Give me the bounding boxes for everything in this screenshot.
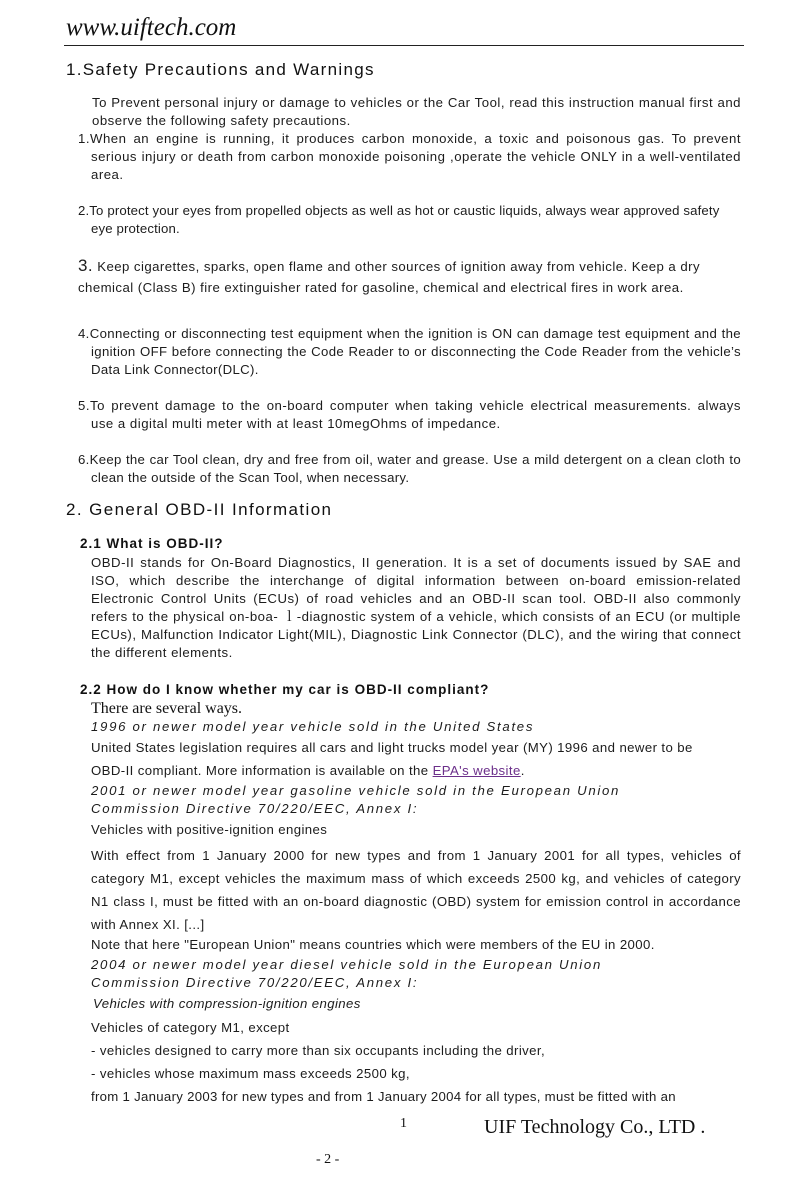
inner-page-number: 1 xyxy=(400,1116,407,1131)
site-url: www.uiftech.com xyxy=(66,14,237,41)
section2-title: 2. General OBD-II Information xyxy=(66,500,333,519)
eu-diesel-line2: - vehicles designed to carry more than six occupants including the driver, xyxy=(91,1043,546,1058)
company-name: UIF Technology Co., LTD . xyxy=(484,1116,706,1138)
safety-item-6: 6.Keep the car Tool clean, dry and free from oil, water and grease. Use a mild detergent on a clean cloth to clean the outside of the Scan Tool, when necessary. xyxy=(78,452,741,485)
safety-item-2: 2.To protect your eyes from propelled objects as well as hot or caustic liquids, always wear approved safety eye protection. xyxy=(78,203,720,236)
us-line1: United States legislation requires all cars and light trucks model year (MY) 1996 and newer to be xyxy=(91,740,693,755)
safety-item-4: 4.Connecting or disconnecting test equipment when the ignition is ON can damage test equipment and the ignition OFF before connecting the Code Reader to or disconnecting the Code Reader from the vehicle’s Data Link Connector(DLC). xyxy=(78,326,741,377)
eu-diesel-directive: Commission Directive 70/220/EEC, Annex I: xyxy=(91,975,419,990)
safety-item-1: 1.When an engine is running, it produces carbon monoxide, a toxic and poisonous gas. To prevent serious injury or death from carbon monoxide poisoning ,operate the vehicle ONLY in a well-ventilated area. xyxy=(78,131,741,182)
eu-gasoline-directive: Commission Directive 70/220/EEC, Annex I: xyxy=(91,801,419,816)
us-heading: 1996 or newer model year vehicle sold in the United States xyxy=(91,719,535,734)
section1-intro: To Prevent personal injury or damage to vehicles or the Car Tool, read this instruction manual first and observe the following safety precautions. xyxy=(92,95,741,128)
safety-item-3 xyxy=(78,256,743,295)
us-line2-text: OBD-II compliant. More information is available on the xyxy=(91,763,433,778)
section1-title: 1.Safety Precautions and Warnings xyxy=(66,60,375,79)
eu-diesel-line1: Vehicles of category M1, except xyxy=(91,1020,290,1035)
us-line2-end: . xyxy=(520,763,525,778)
us-line2 xyxy=(91,762,525,780)
safety-item-3-number: 3. xyxy=(78,256,94,275)
safety-item-3-line1: Keep cigarettes, sparks, open flame and other sources of ignition away from vehicle. Keep a dry xyxy=(97,259,700,274)
eu-diesel-line3: - vehicles whose maximum mass exceeds 2500 kg, xyxy=(91,1066,410,1081)
subsection-2-2-title: 2.2 How do I know whether my car is OBD-II compliant? xyxy=(80,682,490,697)
eu-gasoline-subheading: Vehicles with positive-ignition engines xyxy=(91,822,328,837)
safety-item-3-line2: chemical (Class B) fire extinguisher rated for gasoline, chemical and electrical fires in work area. xyxy=(78,280,684,295)
eu-note: Note that here "European Union" means countries which were members of the EU in 2000. xyxy=(91,937,655,952)
header-divider xyxy=(64,45,744,46)
eu-diesel-heading: 2004 or newer model year diesel vehicle sold in the European Union xyxy=(91,957,602,972)
safety-item-5: 5.To prevent damage to the on-board computer when taking vehicle electrical measurements. always use a digital multi meter with at least 10megOhms of impedance. xyxy=(78,398,741,431)
eu-gasoline-body: With effect from 1 January 2000 for new types and from 1 January 2001 for all types, vehicles of category M1, except vehicles the maximum mass of which exceeds 2500 kg, and vehicles of category N1 class I, must be fitted with an on-board diagnostic (OBD) system for emission control in accordance with Annex XI. [...] xyxy=(91,848,741,932)
epa-website-link[interactable]: EPA's website xyxy=(432,763,521,778)
subsection-2-2-intro: There are several ways. xyxy=(91,700,243,717)
subsection-2-1-body: OBD-II stands for On-Board Diagnostics, II generation. It is a set of documents issued by SAE and ISO, which describe the interchange of digital information between on-board emission-related Electronic Control Units (ECUs) of road vehicles and an OBD-II scan tool. OBD-II also commonly refers to the physical on-boa- ｌ-diagnostic system of a vehicle, which consists of an ECU (or multiple ECUs), Malfunction Indicator Light(MIL), Diagnostic Link Connector (DLC), and the wiring that connect the different elements. xyxy=(91,555,741,660)
page-number: - 2 - xyxy=(316,1152,340,1167)
eu-diesel-line4: from 1 January 2003 for new types and from 1 January 2004 for all types, must be fitted with an xyxy=(91,1089,676,1104)
subsection-2-1-title: 2.1 What is OBD-II? xyxy=(80,536,224,551)
eu-gasoline-heading: 2001 or newer model year gasoline vehicle sold in the European Union xyxy=(91,783,621,798)
eu-diesel-subheading: Vehicles with compression-ignition engines xyxy=(93,996,361,1011)
